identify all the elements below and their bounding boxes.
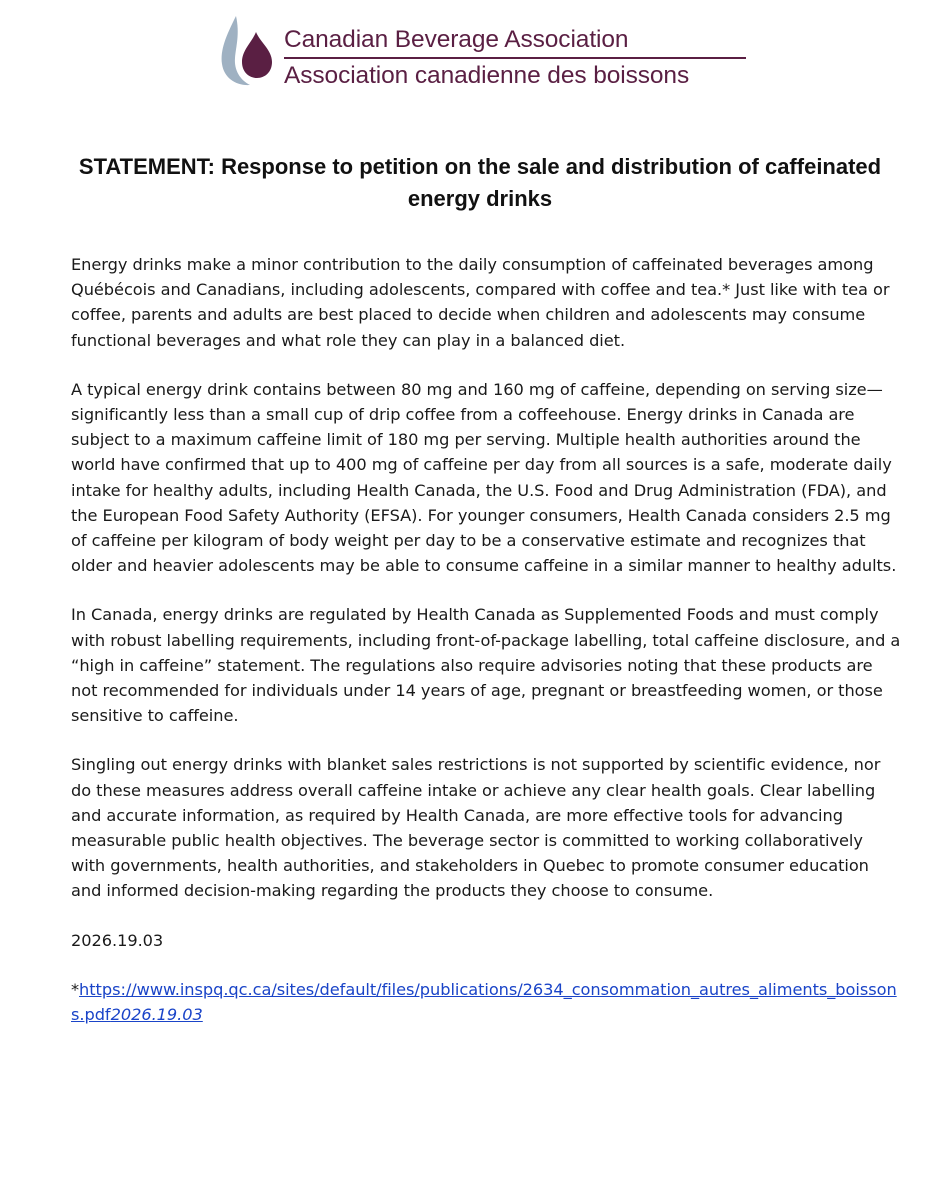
footnote-link-date: 2026.19.03 — [110, 1005, 203, 1025]
droplet-logo-icon — [218, 14, 280, 88]
footnote-marker: * — [71, 979, 80, 999]
organization-name-english: Canadian Beverage Association — [284, 26, 629, 53]
organization-name-french: Association canadienne des boissons — [284, 62, 690, 89]
paragraph-consumption: Energy drinks make a minor contribution to the daily consumption of caffeinated beverages among Québécois and Canadians, including adolescents, compared with coffee and tea.* Just like with tea or coffee, parents and adults are best placed to decide when children and adolescents may consume functional beverages and what role they can play in a balanced diet. — [71, 255, 890, 350]
paragraph-conclusion: Singling out energy drinks with blanket sales restrictions is not supported by scientific evidence, nor do these measures address overall caffeine intake or achieve any clear health goals. Clear labelling and accurate information, as required by Health Canada, are more effective tools for advancing measurable public health objectives. The beverage sector is committed to working collaboratively with governments, health authorities, and stakeholders in Quebec to promote consumer education and informed decision-making regarding the products they choose to consume. — [71, 755, 881, 901]
footnote-link-url: https://www.inspq.qc.ca/sites/default/files/publications/2634_consommation_autres_aliments_boissons.pdf — [71, 979, 897, 1025]
paragraph-caffeine-content: A typical energy drink contains between 80 mg and 160 mg of caffeine, depending on serving size—significantly less than a small cup of drip coffee from a coffeehouse. Energy drinks in Canada are subject to a maximum caffeine limit of 180 mg per serving. Multiple health authorities around the world have confirmed that up to 400 mg of caffeine per day from all sources is a safe, moderate daily intake for healthy adults, including Health Canada, the U.S. Food and Drug Administration (FDA), and the European Food Safety Authority (EFSA). For younger consumers, Health Canada considers 2.5 mg of caffeine per kilogram of body weight per day to be a conservative estimate and recognizes that older and heavier adolescents may be able to consume caffeine in a similar manner to healthy adults. — [71, 379, 897, 576]
letterhead-divider — [284, 57, 746, 59]
footnote — [71, 977, 901, 1027]
statement-body — [71, 252, 901, 1027]
statement-date: 2026.19.03 — [71, 930, 164, 950]
footnote-link[interactable] — [71, 980, 897, 1024]
statement-title: STATEMENT: Response to petition on the sale and distribution of caffeinated energy drinks — [78, 153, 882, 211]
letterhead — [218, 14, 748, 94]
paragraph-regulation: In Canada, energy drinks are regulated by Health Canada as Supplemented Foods and must comply with robust labelling requirements, including front-of-package labelling, total caffeine disclosure, and a “high in caffeine” statement. The regulations also require advisories noting that these products are not recommended for individuals under 14 years of age, pregnant or breastfeeding women, or those sensitive to caffeine. — [71, 605, 901, 726]
